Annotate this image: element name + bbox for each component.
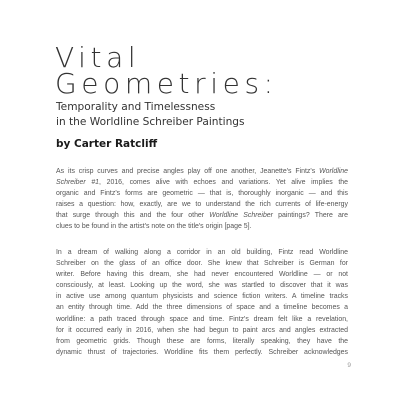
paragraph-line: In a dream of walking along a corridor in an old building, Fintz read Worldline bbox=[56, 249, 348, 256]
author-byline: by Carter Ratcliff bbox=[56, 138, 158, 150]
title-line-1: Vital bbox=[55, 41, 141, 74]
subtitle-line-1: Temporality and Timelessness bbox=[56, 101, 216, 113]
paragraph-line: As its crisp curves and precise angles play off one another, Jeanette's Fintz's Worldline bbox=[56, 168, 348, 175]
paragraph-line: an entity through time. Add the three dimensions of space and a timeline becomes a bbox=[56, 304, 348, 312]
paragraph-line: that surge through this and the four other Worldline Schreiber paintings? There are bbox=[56, 212, 348, 220]
paragraph-line: from geometric grids. Though these are forms, literally speaking, they have the bbox=[56, 337, 348, 345]
paragraph-line: clues to be found in the artist's note on the title's origin [page 5]. bbox=[56, 223, 252, 231]
paragraph-line: Schreiber #1, 2016, comes alive with echoes and variations. Yet alive implies the bbox=[56, 179, 348, 187]
paragraph-line: consciously, at least. Looking up the word, she was startled to discover that it was bbox=[56, 282, 348, 290]
paragraph-line: organic and Fintz's forms are geometric — that is, thoroughly inorganic — and this bbox=[56, 190, 348, 198]
paragraph-1 bbox=[56, 166, 348, 233]
paragraph-line: for it occurred early in 2016, when she had begun to paint arcs and angles extracted bbox=[56, 326, 348, 334]
page-number: 9 bbox=[347, 362, 351, 369]
paragraph-2 bbox=[56, 247, 348, 358]
subtitle-line-2: in the Worldline Schreiber Paintings bbox=[56, 116, 245, 128]
paragraph-line: writer. Before having this dream, she had never encountered Worldline — or not bbox=[56, 271, 348, 279]
paragraph-line: in active use among quantum physicists and science fiction writers. A timeline tracks bbox=[56, 293, 348, 301]
paragraph-line: worldline: a path traced through space and time. Fintz's dream felt like a revelation, bbox=[56, 315, 348, 323]
paragraph-line: raises a question: how, exactly, are we to understand the rich currents of life-energy bbox=[56, 201, 348, 209]
paragraph-line: dynamic thrust of trajectories. Worldline fits them perfectly. Schreiber acknowledges bbox=[56, 348, 348, 356]
title-line-2: Geometries: bbox=[55, 67, 278, 100]
paragraph-line: Schreiber on the glass of an office door. She knew that Schreiber is German for bbox=[56, 260, 348, 268]
